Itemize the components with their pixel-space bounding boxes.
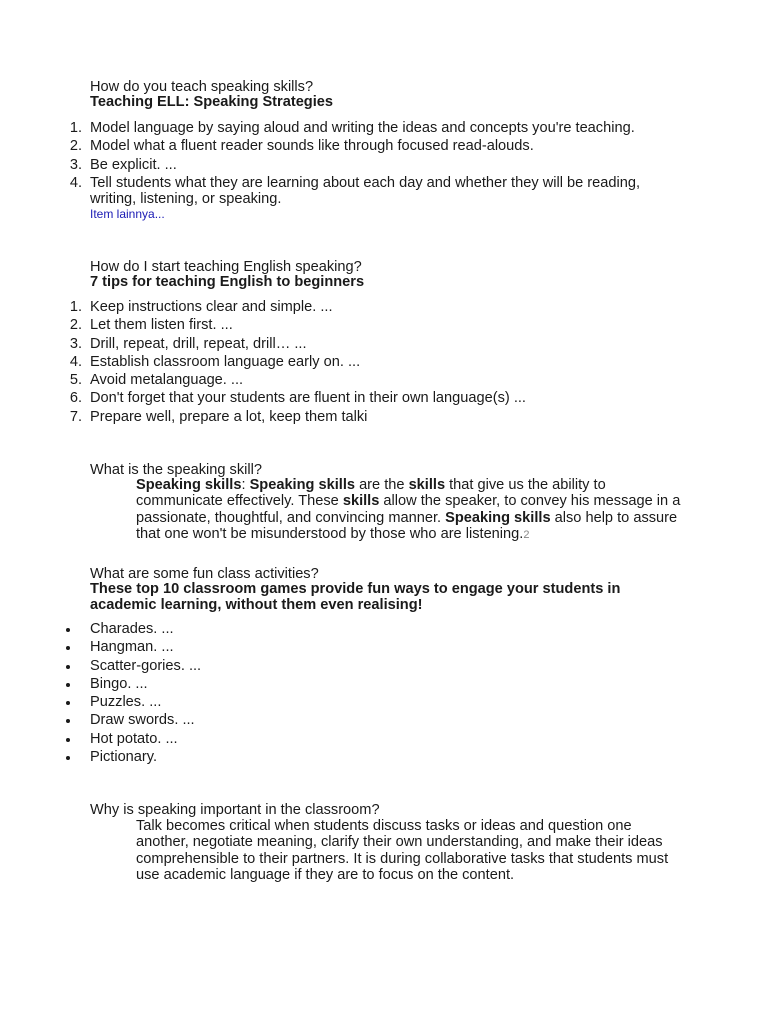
term-speaking-skills: Speaking skills	[136, 477, 242, 493]
list-item	[0, 390, 768, 408]
games-list	[0, 621, 768, 767]
list-item	[0, 658, 768, 676]
list-item	[0, 409, 768, 427]
heading-top-10-games: These top 10 classroom games provide fun ways to engage your students in academic learning, without them even realising!	[90, 581, 621, 614]
list-item	[0, 621, 768, 639]
list-item-text: Hot potato. ...	[90, 730, 178, 747]
list-item	[0, 749, 768, 767]
list-number: 3.	[69, 156, 82, 173]
answer-text: that give us the ability to communicate effectively. These	[136, 477, 606, 510]
list-item-text: Keep instructions clear and simple. ...	[90, 299, 333, 315]
question-start-teaching: How do I start teaching English speaking?	[90, 259, 362, 275]
list-item	[0, 299, 768, 317]
list-item	[0, 694, 768, 712]
list-item	[0, 639, 768, 657]
reference-marker[interactable]: 2	[523, 529, 530, 542]
teach-steps-list	[0, 120, 768, 208]
term-speaking-skills: Speaking skills	[249, 477, 356, 493]
bullet-icon	[66, 665, 70, 669]
answer-text: are the	[355, 477, 409, 493]
bullet-icon	[66, 646, 70, 650]
list-item-text: Don't forget that your students are fluent in their own language(s) ...	[90, 390, 526, 407]
term-speaking-skills: Speaking skills	[445, 509, 551, 526]
list-item-text: Hangman. ...	[90, 639, 174, 656]
list-item-text: Draw swords. ...	[90, 712, 195, 729]
list-number: 6.	[69, 390, 82, 407]
bullet-icon	[66, 756, 70, 760]
list-item	[0, 157, 768, 175]
list-item-text: Tell students what they are learning about each day and whether they will be reading, writing, listening, or speaking.	[90, 174, 641, 208]
question-fun-activities: What are some fun class activities?	[90, 566, 319, 582]
term-skills: skills	[342, 493, 380, 510]
list-item	[0, 731, 768, 749]
list-item-text: Scatter-gories. ...	[90, 657, 202, 674]
list-item-text: Model language by saying aloud and writing the ideas and concepts you're teaching.	[90, 120, 635, 136]
question-teach-speaking: How do you teach speaking skills?	[90, 79, 314, 95]
bullet-icon	[66, 701, 70, 705]
answer-why-speaking: Talk becomes critical when students discuss tasks or ideas and question one another, negotiate meaning, clarify their own understanding, and make their ideas comprehensible to their partners. It is during collaborative tasks that students must use academic language if they are to focus on the content.	[136, 818, 669, 884]
list-item	[0, 175, 768, 208]
tips-list	[0, 299, 768, 427]
list-item-text: Charades. ...	[90, 621, 174, 637]
list-item-text: Puzzles. ...	[90, 694, 162, 711]
list-number: 2.	[69, 138, 82, 155]
list-item	[0, 372, 768, 390]
list-item	[0, 138, 768, 156]
term-skills: skills	[408, 477, 446, 493]
list-number: 7.	[69, 408, 82, 425]
more-items-link[interactable]: Item lainnya...	[90, 207, 165, 221]
list-item-text: Bingo. ...	[90, 675, 148, 692]
heading-teaching-ell: Teaching ELL: Speaking Strategies	[90, 94, 334, 110]
answer-text: also help to assure that one won't be misunderstood by those who are listening.	[136, 509, 678, 543]
list-item	[0, 336, 768, 354]
list-number: 4.	[69, 353, 82, 370]
answer-speaking-skill	[136, 477, 682, 543]
list-number: 1.	[69, 299, 82, 315]
list-item-text: Let them listen first. ...	[90, 317, 233, 334]
answer-text: allow the speaker, to convey his message in a passionate, thoughtful, and convincing manner.	[136, 493, 681, 526]
list-item	[0, 120, 768, 138]
answer-text: :	[241, 477, 250, 493]
list-number: 4.	[69, 174, 82, 191]
list-item	[0, 712, 768, 730]
heading-seven-tips: 7 tips for teaching English to beginners	[90, 274, 365, 290]
question-speaking-skill: What is the speaking skill?	[90, 462, 262, 478]
list-number: 3.	[69, 335, 82, 352]
bullet-icon	[66, 738, 70, 742]
question-why-speaking: Why is speaking important in the classroom?	[90, 802, 380, 818]
bullet-icon	[66, 683, 70, 687]
list-item-text: Pictionary.	[90, 749, 158, 766]
list-item-text: Prepare well, prepare a lot, keep them talki	[90, 408, 368, 425]
list-item-text: Model what a fluent reader sounds like through focused read-alouds.	[90, 138, 534, 155]
list-item-text: Be explicit. ...	[90, 156, 177, 173]
list-item	[0, 354, 768, 372]
list-item-text: Drill, repeat, drill, repeat, drill… ...	[90, 335, 307, 352]
list-number: 1.	[69, 120, 82, 136]
list-number: 2.	[69, 317, 82, 334]
bullet-icon	[66, 719, 70, 723]
bullet-icon	[66, 628, 70, 632]
list-number: 5.	[69, 372, 82, 389]
list-item	[0, 317, 768, 335]
list-item	[0, 676, 768, 694]
list-item-text: Avoid metalanguage. ...	[90, 372, 244, 389]
list-item-text: Establish classroom language early on. ...	[90, 353, 361, 370]
